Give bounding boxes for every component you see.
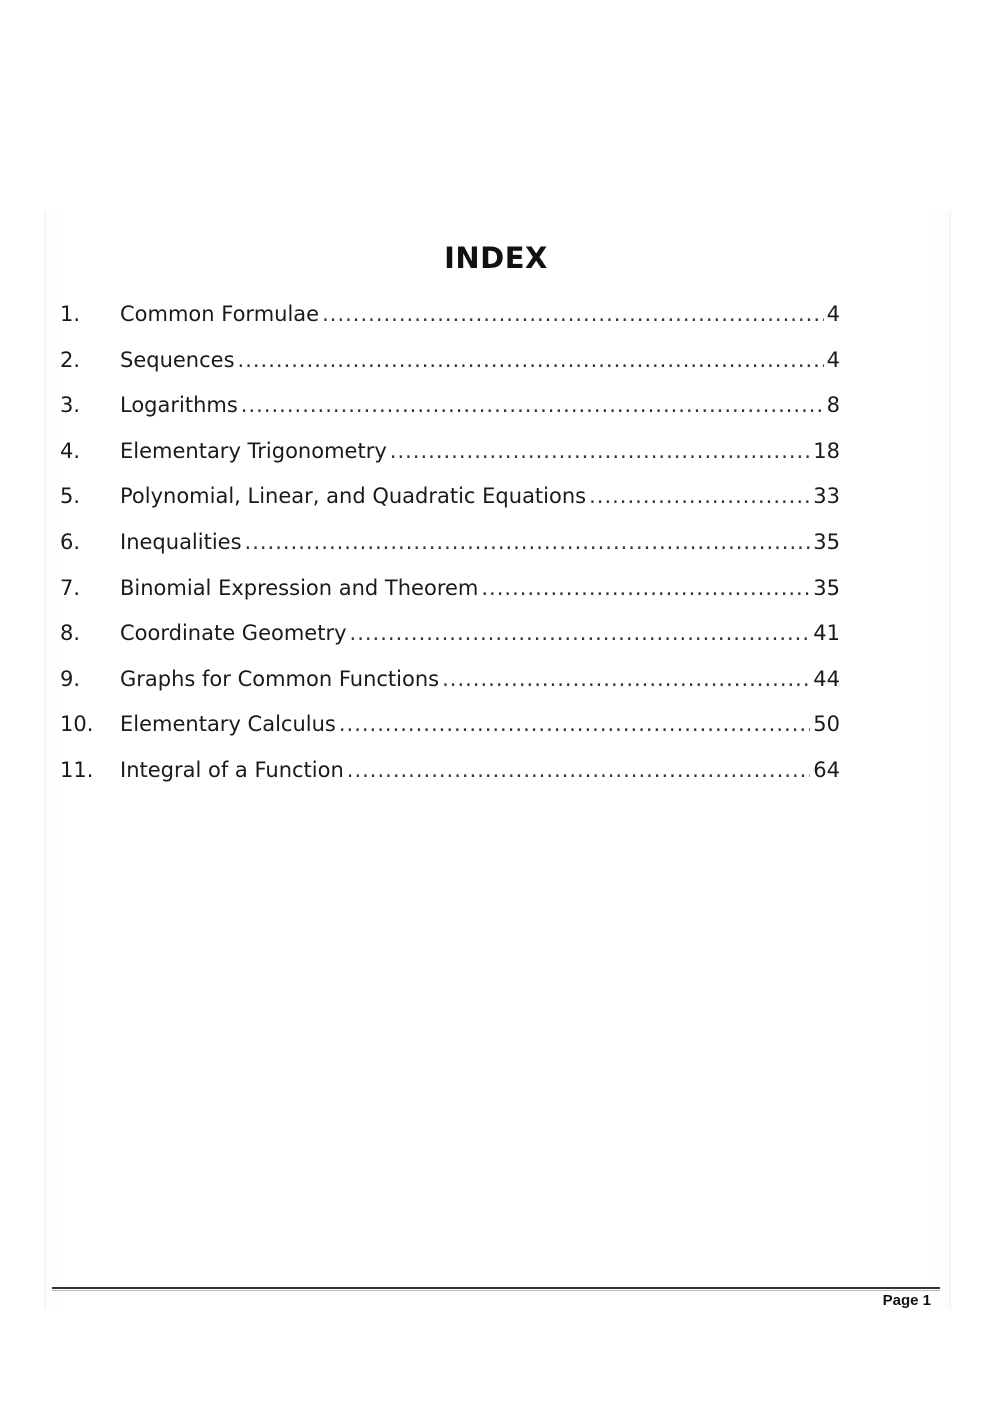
toc-entry-number: 1. bbox=[60, 302, 81, 326]
toc-dot-leader bbox=[350, 621, 811, 645]
toc-entry-number: 7. bbox=[60, 575, 81, 600]
toc-entry-title[interactable]: Inequalities bbox=[120, 529, 242, 554]
page-number: Page 1 bbox=[882, 1292, 931, 1309]
toc-entry-title[interactable]: Logarithms bbox=[120, 393, 238, 418]
footer-divider bbox=[52, 1287, 940, 1289]
toc-entry-page[interactable]: 18 bbox=[813, 438, 840, 463]
toc-entry-page[interactable]: 4 bbox=[826, 302, 840, 326]
toc-entry[interactable] bbox=[60, 576, 840, 622]
table-of-contents bbox=[60, 302, 840, 804]
toc-entry-number: 4. bbox=[60, 438, 81, 463]
toc-entry-page[interactable]: 4 bbox=[826, 347, 840, 372]
toc-entry-number: 5. bbox=[60, 484, 81, 509]
toc-entry-page[interactable]: 33 bbox=[813, 484, 840, 509]
toc-entry-number: 9. bbox=[60, 666, 81, 691]
toc-entry-page[interactable]: 64 bbox=[813, 757, 840, 782]
toc-dot-leader bbox=[241, 393, 824, 417]
toc-entry[interactable] bbox=[60, 393, 840, 439]
toc-entry-page[interactable]: 8 bbox=[826, 393, 840, 418]
toc-entry-number: 3. bbox=[60, 393, 81, 418]
toc-entry[interactable] bbox=[60, 530, 840, 576]
toc-dot-leader bbox=[390, 439, 811, 463]
toc-entry[interactable] bbox=[60, 758, 840, 804]
toc-dot-leader bbox=[347, 758, 810, 782]
toc-entry[interactable] bbox=[60, 484, 840, 530]
toc-dot-leader bbox=[339, 712, 810, 736]
toc-entry-page[interactable]: 50 bbox=[813, 712, 840, 737]
toc-entry-title[interactable]: Polynomial, Linear, and Quadratic Equations bbox=[120, 484, 587, 509]
toc-entry-page[interactable]: 41 bbox=[813, 621, 840, 646]
toc-entry-title[interactable]: Elementary Calculus bbox=[120, 712, 336, 737]
toc-entry[interactable] bbox=[60, 712, 840, 758]
toc-dot-leader bbox=[245, 530, 811, 554]
toc-entry[interactable] bbox=[60, 667, 840, 713]
toc-entry[interactable] bbox=[60, 302, 840, 348]
toc-dot-leader bbox=[238, 348, 824, 372]
toc-dot-leader bbox=[322, 302, 824, 326]
toc-entry-title[interactable]: Common Formulae bbox=[120, 302, 320, 326]
toc-entry-number: 10. bbox=[60, 712, 94, 737]
toc-entry-number: 2. bbox=[60, 347, 81, 372]
toc-entry-title[interactable]: Sequences bbox=[120, 347, 235, 372]
toc-entry-title[interactable]: Elementary Trigonometry bbox=[120, 438, 387, 463]
toc-dot-leader bbox=[481, 576, 810, 600]
toc-entry-number: 6. bbox=[60, 529, 81, 554]
toc-entry[interactable] bbox=[60, 348, 840, 394]
toc-entry-number: 11. bbox=[60, 757, 94, 782]
toc-entry-title[interactable]: Integral of a Function bbox=[120, 757, 344, 782]
toc-entry-page[interactable]: 44 bbox=[813, 666, 840, 691]
toc-entry-title[interactable]: Binomial Expression and Theorem bbox=[120, 575, 479, 600]
toc-dot-leader bbox=[442, 667, 810, 691]
page-title: INDEX bbox=[444, 241, 548, 275]
toc-entry-page[interactable]: 35 bbox=[813, 529, 840, 554]
toc-entry[interactable] bbox=[60, 439, 840, 485]
footer-divider-shadow bbox=[52, 1290, 940, 1291]
toc-entry[interactable] bbox=[60, 621, 840, 667]
toc-entry-title[interactable]: Graphs for Common Functions bbox=[120, 666, 440, 691]
toc-dot-leader bbox=[589, 484, 810, 508]
toc-entry-number: 8. bbox=[60, 621, 81, 646]
toc-entry-page[interactable]: 35 bbox=[813, 575, 840, 600]
toc-entry-title[interactable]: Coordinate Geometry bbox=[120, 621, 347, 646]
